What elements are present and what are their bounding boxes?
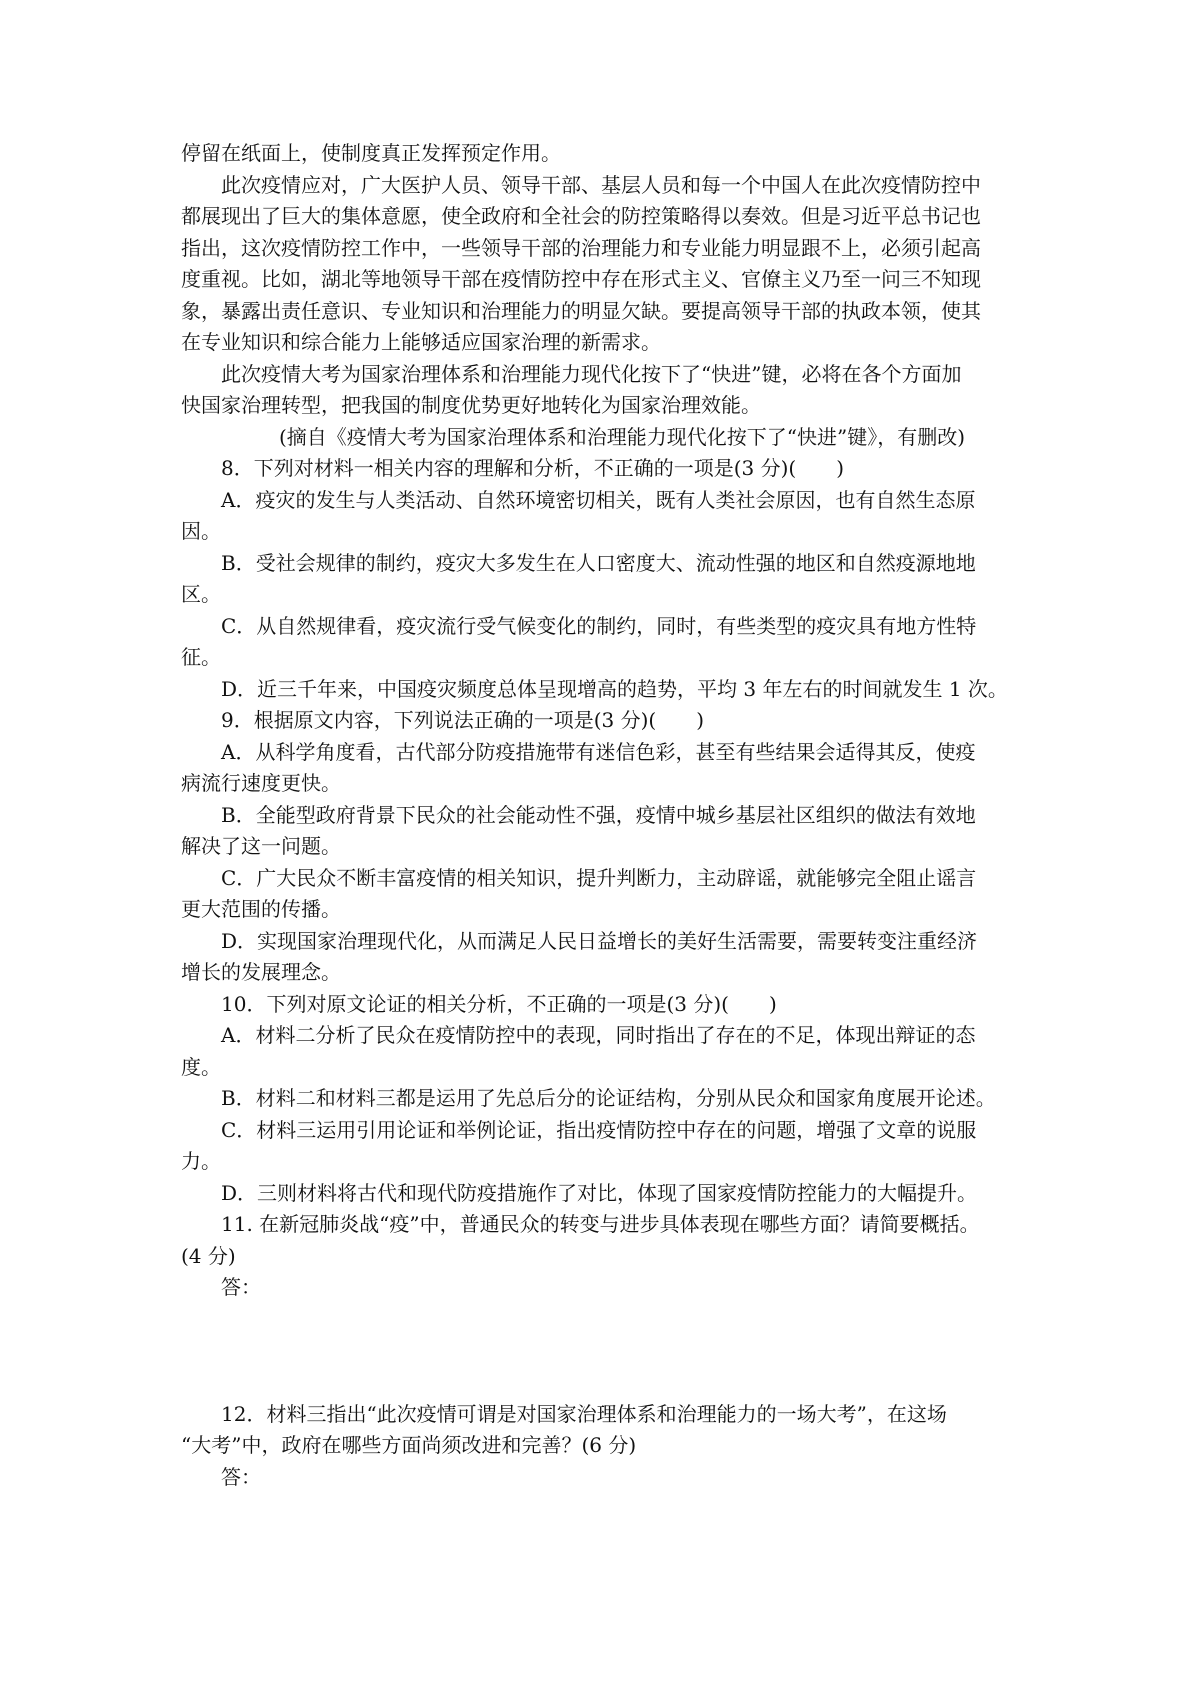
passage-text: 在专业知识和综合能力上能够适应国家治理的新需求。 (181, 330, 661, 354)
answer-label: 答： (221, 1275, 261, 1299)
passage-paragraph-2 (181, 170, 1025, 359)
question-stem: 9．根据原文内容，下列说法正确的一项是(3 分)( ) (221, 708, 705, 732)
option-c: C．材料三运用引用论证和举例论证，指出疫情防控中存在的问题，增强了文章的说服 (221, 1117, 977, 1142)
option-a-cont: 病流行速度更快。 (181, 771, 341, 795)
question-8 (181, 453, 1025, 705)
passage-text: 此次疫情大考为国家治理体系和治理能力现代化按下了“快进”键，必将在各个方面加 (221, 361, 962, 386)
answer-space[interactable] (181, 1304, 1025, 1399)
question-stem: 10．下列对原文论证的相关分析，不正确的一项是(3 分)( ) (221, 991, 777, 1016)
question-9 (181, 705, 1025, 989)
option-b: B．受社会规律的制约，疫灾大多发生在人口密度大、流动性强的地区和自然疫源地地 (221, 550, 976, 575)
passage-text: 指出，这次疫情防控工作中，一些领导干部的治理能力和专业能力明显跟不上，必须引起高 (181, 235, 981, 260)
option-d: D．近三千年来，中国疫灾频度总体呈现增高的趋势，平均 3 年左右的时间就发生 1 次。 (221, 676, 1008, 701)
passage-paragraph-3 (181, 359, 1025, 422)
question-11 (181, 1209, 1025, 1399)
option-d: D．实现国家治理现代化，从而满足人民日益增长的美好生活需要，需要转变注重经济 (221, 928, 978, 953)
exam-page (181, 138, 1025, 1588)
passage-text: 度重视。比如，湖北等地领导干部在疫情防控中存在形式主义、官僚主义乃至一问三不知现 (181, 267, 981, 291)
passage-text: 此次疫情应对，广大医护人员、领导干部、基层人员和每一个中国人在此次疫情防控中 (221, 172, 981, 197)
option-c-cont: 力。 (181, 1149, 221, 1173)
question-stem-cont: “大考”中，政府在哪些方面尚须改进和完善？(6 分) (181, 1433, 637, 1457)
option-c-cont: 更大范围的传播。 (181, 897, 341, 921)
option-a-cont: 因。 (181, 519, 221, 543)
answer-space[interactable] (181, 1493, 1025, 1588)
question-stem-cont: (4 分) (181, 1243, 236, 1268)
passage-text: 都展现出了巨大的集体意愿，使全政府和全社会的防控策略得以奏效。但是习近平总书记也 (181, 204, 981, 228)
passage-source: (摘自《疫情大考为国家治理体系和治理能力现代化按下了“快进”键》，有删改) (279, 424, 966, 449)
option-b-cont: 区。 (181, 582, 221, 606)
option-a-cont: 度。 (181, 1054, 221, 1079)
passage-text: 象，暴露出责任意识、专业知识和治理能力的明显欠缺。要提高领导干部的执政本领，使其 (181, 298, 981, 323)
question-stem: 12．材料三指出“此次疫情可谓是对国家治理体系和治理能力的一场大考”，在这场 (221, 1401, 947, 1426)
option-a: A．疫灾的发生与人类活动、自然环境密切相关，既有人类社会原因，也有自然生态原 (221, 487, 976, 512)
question-10 (181, 989, 1025, 1210)
option-a: A．从科学角度看，古代部分防疫措施带有迷信色彩，甚至有些结果会适得其反，使疫 (221, 739, 976, 764)
option-c: C．从自然规律看，疫灾流行受气候变化的制约，同时，有些类型的疫灾具有地方性特 (221, 613, 977, 638)
option-a: A．材料二分析了民众在疫情防控中的表现，同时指出了存在的不足，体现出辩证的态 (221, 1023, 976, 1047)
option-b: B．全能型政府背景下民众的社会能动性不强，疫情中城乡基层社区组织的做法有效地 (221, 802, 976, 827)
passage-text: 快国家治理转型，把我国的制度优势更好地转化为国家治理效能。 (181, 393, 761, 417)
option-c-cont: 征。 (181, 645, 221, 669)
option-d: D．三则材料将古代和现代防疫措施作了对比，体现了国家疫情防控能力的大幅提升。 (221, 1180, 978, 1205)
question-stem: 11. 在新冠肺炎战“疫”中，普通民众的转变与进步具体表现在哪些方面？请简要概括。 (221, 1212, 980, 1236)
option-b: B．材料二和材料三都是运用了先总后分的论证结构，分别从民众和国家角度展开论述。 (221, 1086, 996, 1110)
option-b-cont: 解决了这一问题。 (181, 834, 341, 858)
question-stem: 8．下列对材料一相关内容的理解和分析，不正确的一项是(3 分)( ) (221, 456, 845, 480)
option-d-cont: 增长的发展理念。 (181, 960, 341, 984)
option-c: C．广大民众不断丰富疫情的相关知识，提升判断力，主动辟谣，就能够完全阻止谣言 (221, 865, 977, 890)
answer-label: 答： (221, 1464, 261, 1489)
question-12 (181, 1399, 1025, 1589)
passage-text: 停留在纸面上，使制度真正发挥预定作用。 (181, 141, 561, 165)
